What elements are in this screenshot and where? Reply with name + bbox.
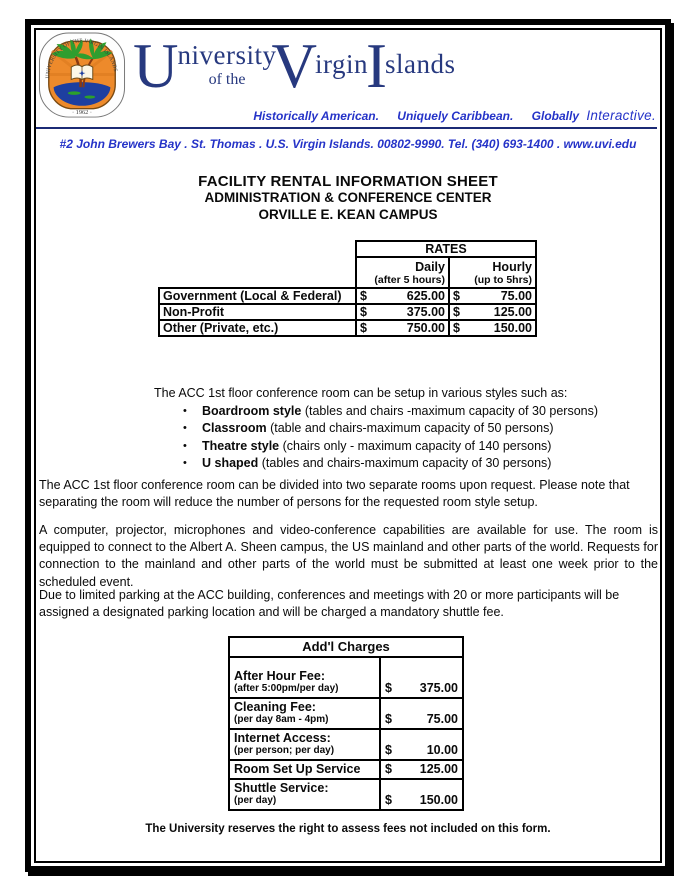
rates-col-daily: Daily (after 5 hours): [356, 257, 449, 288]
campus-name: ORVILLE E. KEAN CAMPUS: [258, 206, 438, 222]
list-item: [154, 403, 598, 421]
university-logotype: [133, 31, 456, 101]
bullet-rest: (table and chairs-maximum capacity of 50 persons): [270, 421, 554, 435]
charge-label: After Hour Fee: (after 5:00pm/per day): [229, 657, 380, 698]
charge-label: Internet Access: (per person; per day): [229, 729, 380, 760]
document-page: [34, 28, 662, 863]
table-row: [229, 779, 463, 810]
table-row: [229, 760, 463, 779]
paragraph-parking: Due to limited parking at the ACC building, conferences and meetings with 20 or more participants will be assigned a designated parking location and will be charged a mandatory shuttle fee.: [39, 588, 620, 620]
bullet-icon: •: [183, 457, 187, 469]
rates-header: RATES: [356, 241, 536, 257]
bullet-icon: •: [183, 439, 187, 452]
logotype-cap-u: U: [133, 31, 179, 101]
address-line: #2 John Brewers Bay . St. Thomas . U.S. Virgin Islands. 00802-9990. Tel. (340) 693-1400 . www.uvi.edu: [59, 137, 637, 151]
header-divider: [36, 127, 657, 129]
tagline-part4: Interactive.: [586, 108, 656, 123]
rates-daily-cell: $ 375.00: [356, 304, 449, 320]
charges-header: Add'l Charges: [229, 637, 463, 657]
bullet-rest: (chairs only - maximum capacity of 140 persons): [282, 438, 552, 453]
charge-amount: $ 75.00: [380, 698, 463, 729]
rates-hourly-cell: $ 125.00: [449, 304, 536, 320]
table-row: [159, 288, 536, 304]
tagline: [253, 108, 656, 123]
seal-year: · 1962 ·: [71, 109, 93, 117]
bullet-icon: •: [183, 422, 187, 434]
additional-charges-table: [228, 636, 464, 811]
table-row: [229, 698, 463, 729]
paragraph-room-division: The ACC 1st floor conference room can be divided into two separate rooms upon request. Please note that separating the room will reduce the number of persons for the requested room style setup.: [39, 478, 630, 510]
rates-daily-cell: $ 625.00: [356, 288, 449, 304]
charge-amount: $ 375.00: [380, 657, 463, 698]
charge-amount: $ 125.00: [380, 760, 463, 779]
table-row: [159, 304, 536, 320]
rates-daily-cell: $ 750.00: [356, 320, 449, 336]
list-item: [154, 420, 598, 438]
page-title: FACILITY RENTAL INFORMATION SHEET: [198, 173, 498, 190]
rates-col-hourly: Hourly (up to 5hrs): [449, 257, 536, 288]
tagline-part3: Globally: [531, 109, 580, 123]
logotype-cap-v: V: [271, 31, 317, 101]
title-block: [36, 173, 660, 223]
seal-ring-text: UNIVERSITY OF THE VIRGIN ISLANDS: [45, 38, 119, 79]
bullet-bold: Boardroom style: [202, 403, 302, 418]
tagline-part2: Uniquely Caribbean.: [397, 109, 514, 123]
bullet-rest: (tables and chairs-maximum capacity of 30 persons): [261, 456, 552, 470]
charge-amount: $ 10.00: [380, 729, 463, 760]
bullet-bold: U shaped: [202, 456, 259, 470]
rates-hourly-cell: $ 150.00: [449, 320, 536, 336]
logotype-cap-i: I: [366, 31, 387, 101]
bullet-bold: Classroom: [202, 421, 267, 435]
paragraph-equipment: A computer, projector, microphones and video-conference capabilities are available for use. The room is equipped to connect to the Albert A. Sheen campus, the US mainland and other parts of the world. Requests for connection to the mainland and other parts of the world must be submitted at least one week prior to the scheduled event.: [39, 523, 658, 589]
page-subtitle: ADMINISTRATION & CONFERENCE CENTER: [204, 190, 492, 205]
uvi-seal-icon: [38, 31, 126, 120]
logotype-irgin: irgin: [315, 49, 369, 79]
footer-disclaimer: The University reserves the right to assess fees not included on this form.: [145, 823, 551, 835]
table-row: [229, 729, 463, 760]
table-row: [159, 320, 536, 336]
charge-label: Room Set Up Service: [229, 760, 380, 779]
rates-hourly-cell: $ 75.00: [449, 288, 536, 304]
bullet-rest: (tables and chairs -maximum capacity of 30 persons): [304, 403, 599, 418]
rates-table: [158, 240, 537, 337]
logotype-of-the: of the: [208, 71, 246, 88]
setup-styles-section: [154, 385, 598, 473]
logotype-slands: slands: [385, 49, 456, 79]
rates-row-label: Government (Local & Federal): [159, 288, 356, 304]
rates-row-label: Non-Profit: [159, 304, 356, 320]
rates-row-label: Other (Private, etc.): [159, 320, 356, 336]
list-item: [154, 438, 598, 456]
bullet-bold: Theatre style: [202, 438, 280, 453]
charge-label: Cleaning Fee: (per day 8am - 4pm): [229, 698, 380, 729]
setup-intro: The ACC 1st floor conference room can be setup in various styles such as:: [154, 386, 568, 400]
list-item: [154, 455, 598, 473]
charge-label: Shuttle Service: (per day): [229, 779, 380, 810]
bullet-icon: •: [183, 404, 187, 417]
tagline-part1: Historically American.: [253, 109, 379, 123]
logotype-niversity: niversity: [177, 40, 277, 70]
charge-amount: $ 150.00: [380, 779, 463, 810]
table-row: [229, 657, 463, 698]
